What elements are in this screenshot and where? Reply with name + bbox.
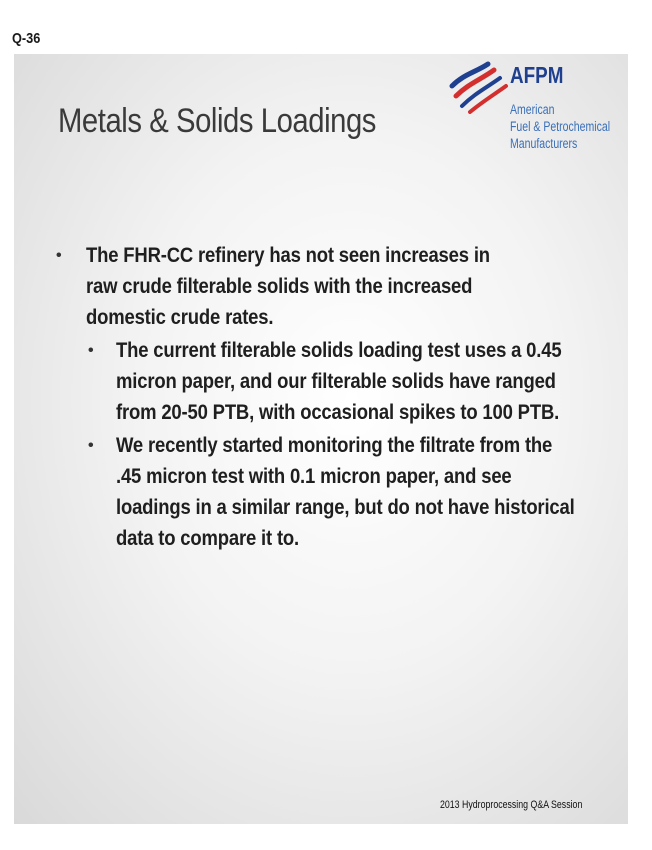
slide-content — [54, 240, 614, 554]
slide — [14, 54, 628, 824]
bullet-dot-icon: • — [56, 247, 62, 264]
bullet-dot-icon: • — [88, 437, 94, 454]
logo-name: AFPM — [510, 62, 564, 88]
afpm-logo — [448, 54, 623, 174]
logo-line-1: American — [510, 102, 555, 117]
bullet-level-2 — [54, 430, 576, 554]
slide-title: Metals & Solids Loadings — [58, 102, 377, 140]
sub-bullet-text: The current filterable solids loading test uses a 0.45 micron paper, and our filterable solids have ranged from 20-50 PTB, with occasional spikes to 100 PTB. — [116, 339, 562, 424]
bullet-level-1 — [54, 240, 546, 333]
bullet-dot-icon: • — [88, 342, 94, 359]
bullet-text: The FHR-CC refinery has not seen increases in raw crude filterable solids with the increased domestic crude rates. — [86, 244, 490, 329]
sub-bullet-text: We recently started monitoring the filtrate from the .45 micron test with 0.1 micron paper, and see loadings in a similar range, but do not have historical data to compare it to. — [116, 434, 575, 550]
logo-line-2: Fuel & Petrochemical — [510, 119, 611, 134]
slide-footer: 2013 Hydroprocessing Q&A Session — [440, 799, 583, 811]
bullet-level-2 — [54, 335, 576, 428]
logo-line-3: Manufacturers — [510, 136, 578, 151]
afpm-flag-icon — [448, 54, 510, 114]
question-id: Q-36 — [12, 30, 41, 47]
